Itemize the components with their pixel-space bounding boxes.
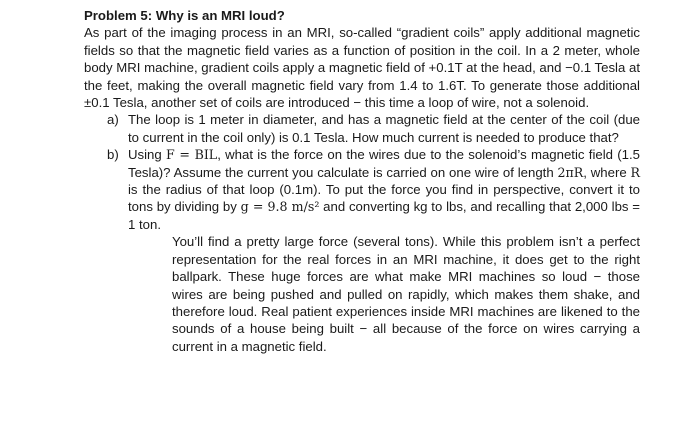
part-a: [107, 111, 640, 146]
part-b: [107, 146, 640, 233]
part-b-text-3: , where: [583, 164, 631, 180]
explanation-note: You’ll find a pretty large force (several tons). While this problem isn’t a perfect representation for the real forces in an MRI machine, it does get to the right ballpark. These huge forces are what make MRI machines so loud − those wires are being pushed and pulled on rapidly, which makes them shake, and therefore loud. Real patient experiences inside MRI machines are likened to the sounds of a house being built − all because of the force on wires carrying a current in a magnetic field.: [172, 234, 640, 354]
radius-symbol: R: [630, 164, 640, 180]
problem-document: [84, 7, 640, 355]
gravity-expression: g = 9.8 m/s²: [240, 199, 320, 215]
part-b-text-1: Using: [128, 147, 167, 163]
problem-parts-list: [84, 111, 640, 233]
part-b-text-4: is the radius of that loop (0.1m). To put the force you find in perspective, convert it to tons by dividing by: [128, 182, 640, 215]
problem-intro: As part of the imaging process in an MRI, so-called “gradient coils” apply additional magnetic fields so that the magnetic field varies as a function of position in the coil. In a 2 meter, whole body MRI machine, gradient coils apply a magnetic field of +0.1T at the head, and −0.1 Tesla at the feet, making the overall magnetic field vary from 1.4 to 1.6T. To generate those additional ±0.1 Tesla, another set of coils are introduced − this time a loop of wire, not a solenoid.: [84, 25, 640, 111]
part-a-text: The loop is 1 meter in diameter, and has a magnetic field at the center of the coil (due to current in the coil only) is 0.1 Tesla. How much current is needed to produce that?: [128, 112, 640, 145]
part-b-text-2: , what is the force on the wires due to the solenoid’s magnetic field (1.5 Tesla)? Assume the current you calculate is carried on one wire of length: [128, 147, 640, 180]
force-equation: F = BIL: [166, 147, 218, 163]
problem-title: Problem 5: Why is an MRI loud?: [84, 8, 285, 23]
part-b-marker: b): [107, 147, 119, 163]
wire-length-expression: 2πR: [557, 164, 584, 180]
part-b-text-5: and converting kg to lbs, and recalling that 2,000 lbs = 1 ton.: [128, 199, 640, 232]
part-a-marker: a): [107, 112, 119, 128]
